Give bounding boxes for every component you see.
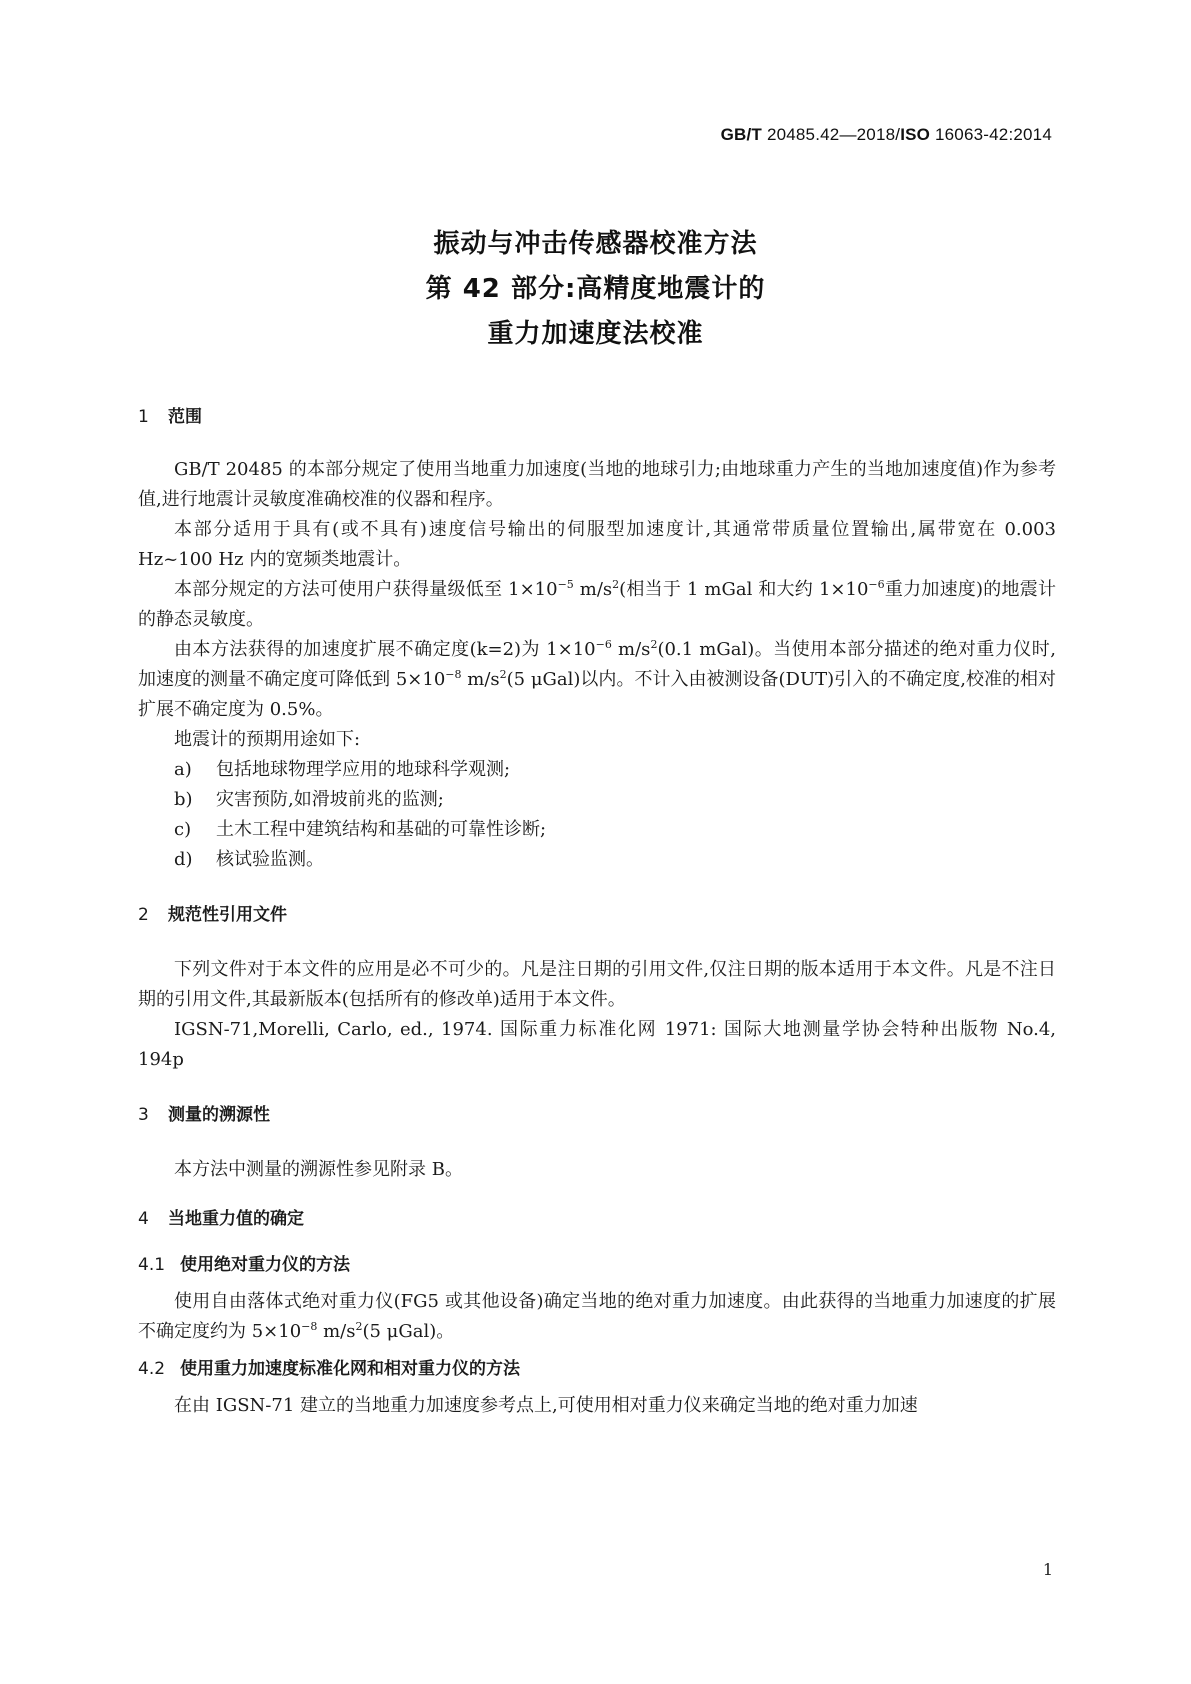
section-1-paragraph-1: GB/T 20485 的本部分规定了使用当地重力加速度(当地的地球引力;由地球重力产生的当地加速度值)作为参考值,进行地震计灵敏度准确校准的仪器和程序。 [138, 459, 1056, 510]
title-line-2: 第 42 部分:高精度地震计的 [425, 274, 766, 304]
section-4-1-paragraph: 使用自由落体式绝对重力仪(FG5 或其他设备)确定当地的绝对重力加速度。由此获得的当地重力加速度的扩展不确定度约为 $5\times 10^{-8}$ $m/s^2(5$ μGal)。 [138, 1291, 1056, 1342]
section-1-heading: 1 范围 [138, 407, 202, 427]
document-title [0, 222, 1191, 357]
section-1-paragraph-5: 地震计的预期用途如下: [174, 729, 361, 750]
section-1-paragraph-4: 由本方法获得的加速度扩展不确定度(k=2)为 $1\times 10^{-6}$ $m/s^2(0.1$ mGal)。当使用本部分描述的绝对重力仪时,加速度的测量不确定度可降低到 $5\times 10^{-8}$ $m/s^2(5$ μGal)以内。不计入由被测设备(DUT)引入的不确定度,校准的相对扩展不确定度为 0.5%。 [138, 638, 1057, 720]
section-2-paragraph-1: 下列文件对于本文件的应用是必不可少的。凡是注日期的引用文件,仅注日期的版本适用于本文件。凡是不注日期的引用文件,其最新版本(包括所有的修改单)适用于本文件。 [138, 959, 1056, 1010]
list-item: d) 核试验监测。 [174, 849, 324, 870]
section-4-2-heading: 4.2 使用重力加速度标准化网和相对重力仪的方法 [138, 1359, 520, 1379]
document-body [138, 405, 1056, 1421]
section-4-2-paragraph: 在由 IGSN-71 建立的当地重力加速度参考点上,可使用相对重力仪来确定当地的绝对重力加速 [174, 1395, 918, 1416]
section-3-paragraph-1: 本方法中测量的溯源性参见附录 B。 [174, 1159, 463, 1180]
title-line-1: 振动与冲击传感器校准方法 [433, 229, 758, 259]
section-4-heading: 4 当地重力值的确定 [138, 1209, 304, 1229]
standard-code: GB/T 20485.42—2018/ISO 16063-42:2014 [720, 125, 1052, 144]
page-number: 1 [1042, 1560, 1053, 1579]
section-1-paragraph-2: 本部分适用于具有(或不具有)速度信号输出的伺服型加速度计,其通常带质量位置输出,属带宽在 0.003 Hz~100 Hz 内的宽频类地震计。 [138, 519, 1056, 570]
section-1-paragraph-3: 本部分规定的方法可使用户获得量级低至 $1\times 10^{-5}$ $m/s^2$(相当于 1 mGal 和大约 $1\times 10^{-6}$重力加速度)的地震计的静态灵敏度。 [138, 578, 1056, 630]
list-item: c) 土木工程中建筑结构和基础的可靠性诊断; [174, 819, 547, 840]
section-2-heading: 2 规范性引用文件 [138, 905, 287, 925]
list-item: a) 包括地球物理学应用的地球科学观测; [174, 759, 511, 780]
title-line-3: 重力加速度法校准 [487, 319, 704, 349]
section-3-heading: 3 测量的溯源性 [138, 1105, 270, 1125]
section-2-paragraph-2: IGSN-71,Morelli, Carlo, ed., 1974. 国际重力标准化网 1971: 国际大地测量学协会特种出版物 No.4, 194p [138, 1019, 1056, 1070]
section-4-1-heading: 4.1 使用绝对重力仪的方法 [138, 1255, 350, 1275]
list-item: b) 灾害预防,如滑坡前兆的监测; [174, 789, 444, 810]
